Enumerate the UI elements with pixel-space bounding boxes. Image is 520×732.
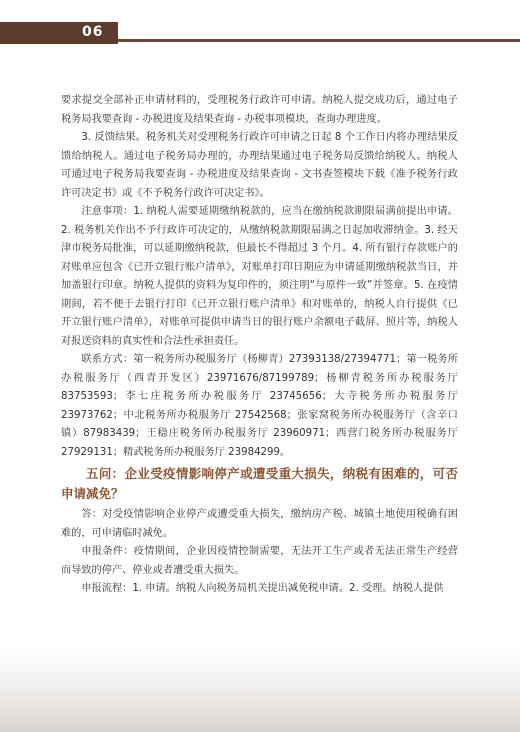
paragraph-contacts: 联系方式：第一税务所办税服务厅（杨柳青）27393138/27394771；第一税务所办税服务厅（西青开发区）23971676/87199789；杨柳青税务所办税服务厅 83753593；李七庄税务所办税服务厅 23745656；大寺税务所办税服务厅 23973762；中北税务所办税服务厅 27542568；张家窝税务所办税服务厅（含辛口镇）87983439；王稳庄税务所办税服务厅 23960971；西营门税务所办税服务厅 27929131；精武税务所办税服务厅 23984299。	[61, 354, 458, 458]
paragraph-feedback-result: 3. 反馈结果。税务机关对受理税务行政许可申请之日起 8 个工作日内将办理结果反馈给纳税人。通过电子税务局办理的，办理结果通过电子税务局反馈给纳税人。纳税人可通过电子税务局我要查询 - 办税进度及结果查询 - 文书查签模块下载《准予税务行政许可决定书》或《不予税务行政许可决定书》。	[61, 132, 458, 199]
paragraph-answer: 答：对受疫情影响企业停产或遭受重大损失，缴纳房产税、城镇土地使用税确有困难的，可申请临时减免。	[61, 509, 458, 539]
paragraph-conditions: 申报条件：疫情期间，企业因疫情控制需要，无法开工生产或者无法正常生产经营而导致的停产、停业或者遭受重大损失。	[61, 546, 458, 576]
page-header	[0, 22, 520, 44]
paragraph-notes: 注意事项：1. 纳税人需要延期缴纳税款的，应当在缴纳税款期限届满前提出申请。2. 税务机关作出不予行政许可决定的，从缴纳税款期限届满之日起加收滞纳金。3. 经天津市税务局批准，可以延期缴纳税款，但最长不得超过 3 个月。4. 所有银行存款账户的对账单应包含《已开立银行账户清单》，对账单打印日期应为申请延期缴纳税款当日，并加盖银行印章。纳税人提供的资料为复印件的，须注明“与原件一致”并签章。5. 在疫情期间，若不便于去银行打印《已开立银行账户清单》和对账单的，纳税人自行提供《已开立银行账户清单》，对账单可提供申请当日的银行账户余额电子截屏、照片等，纳税人对报送资料的真实性和合法性承担责任。	[61, 206, 458, 347]
question-heading: 五问：企业受疫情影响停产或遭受重大损失，纳税有困难的，可否申请减免？	[61, 466, 458, 501]
document-body	[61, 92, 458, 599]
bottom-decoration	[0, 650, 520, 732]
paragraph-process: 申报流程：1. 申请。纳税人向税务局机关提出减免税申请。2. 受理。纳税人提供	[81, 583, 444, 594]
header-accent-block	[0, 22, 118, 44]
page-number: 06	[82, 24, 104, 40]
header-rule	[118, 39, 520, 42]
paragraph-continuation: 要求提交全部补正申请材料的，受理税务行政许可申请。纳税人提交成功后，通过电子税务局我要查询 - 办税进度及结果查询 - 办税事项模块，查询办理进度。	[61, 95, 458, 125]
